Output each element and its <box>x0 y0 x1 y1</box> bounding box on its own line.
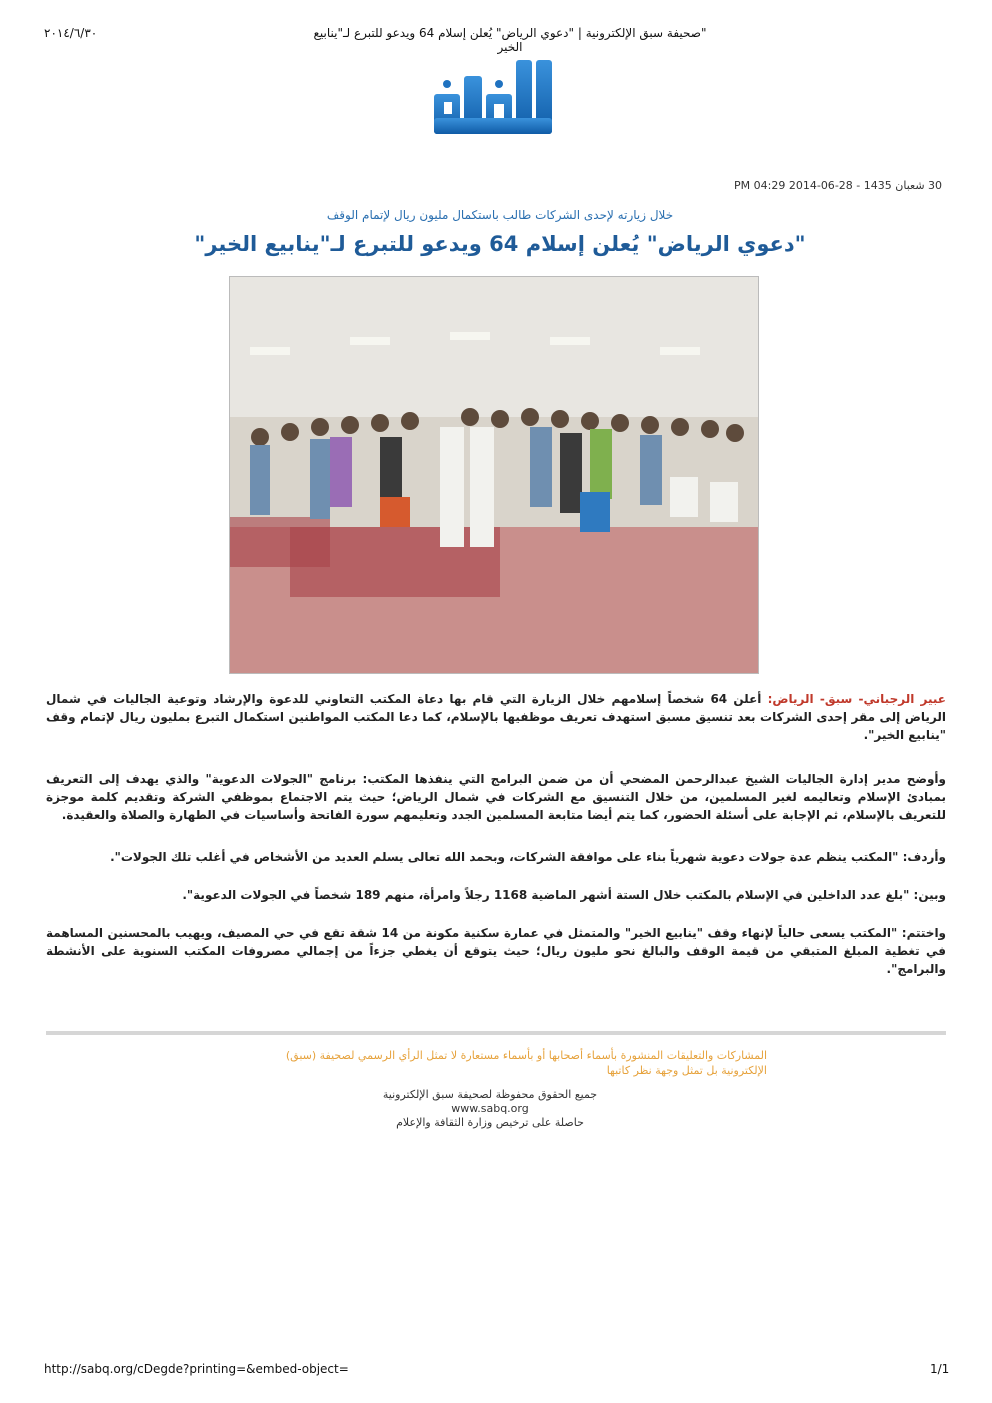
print-footer-url[interactable]: http://sabq.org/cDegde?printing=&embed-object= <box>44 1362 349 1376</box>
article-paragraph-3: وأردف: "المكتب ينظم عدة جولات دعوية شهرياً بناء على موافقة الشركات، وبحمد الله تعالى يسلم العديد من الأشخاص في أغلب تلك الجولات". <box>110 850 946 864</box>
footer-divider <box>46 1031 946 1035</box>
article-paragraph-1 <box>46 690 946 744</box>
article-photo <box>229 276 759 674</box>
article-paragraph-1-body: أعلن 64 شخصاً إسلامهم خلال الزيارة التي قام بها دعاة المكتب التعاوني للدعوة والإرشاد وتوعية الجاليات في شمال الرياض إلى مقر إحدى الشركات بعد تنسيق مسبق استهدف تعريف موظفيها بالإسلام، كما دعا المكتب المواطنين استكمال التبرع بمليون ريال لإتمام وقف "ينابيع الخير". <box>46 692 946 742</box>
article-byline: عبير الرجباني- سبق- الرياض: <box>767 692 946 706</box>
article-headline: "دعوي الرياض" يُعلن إسلام 64 ويدعو للتبرع لـ"ينابيع الخير" <box>194 232 806 256</box>
article-subtitle: خلال زيارته لإحدى الشركات طالب باستكمال مليون ريال لإتمام الوقف <box>326 208 674 222</box>
print-header-title: "صحيفة سبق الإلكترونية | "دعوي الرياض" يُعلن إسلام 64 ويدعو للتبرع لـ"ينابيع الخير <box>313 26 707 54</box>
sabq-logo[interactable] <box>432 54 560 136</box>
comments-disclaimer: المشاركات والتعليقات المنشورة بأسماء أصحابها أو بأسماء مستعارة لا تمثل الرأي الرسمي لصحيفة (سبق) الإلكترونية بل تمثل وجهة نظر كاتبها <box>285 1049 767 1077</box>
footer-site-link[interactable]: www.sabq.org <box>451 1102 529 1115</box>
print-footer-page: 1/1 <box>930 1362 950 1376</box>
article-paragraph-2: وأوضح مدير إدارة الجاليات الشيخ عبدالرحمن المضحي أن من ضمن البرامج التي ينفذها المكتب: برنامج "الجولات الدعوية" والذي يهدف إلى التعريف بمبادئ الإسلام وتعاليمه لغير المسلمين، من خلال التنسيق مع الشركات في شمال الرياض؛ حيث يتم الاجتماع بموظفي الشركة وتقديم كلمة موجزة للتعريف بالإسلام، ثم الإجابة على أسئلة الحضور، كما يتم أيضا متابعة المسلمين الجدد وتعليمهم سورة الفاتحة وأساسيات في الطهارة والصلاة والعقيدة. <box>46 772 946 822</box>
article-datestamp: 30 شعبان 1435 - 28-06-2014 04:29 PM <box>734 179 943 192</box>
article-paragraph-4: وبين: "بلغ عدد الداخلين في الإسلام بالمكتب خلال الستة أشهر الماضية 1168 رجلاً وامرأة، منهم 189 شخصاً في الجولات الدعوية". <box>182 888 946 902</box>
footer-rights: جميع الحقوق محفوظة لصحيفة سبق الإلكترونية <box>382 1088 598 1101</box>
group-photo-icon <box>230 277 758 673</box>
article-paragraph-5: واختتم: "المكتب يسعى حالياً لإنهاء وقف "ينابيع الخير" والمتمثل في عمارة سكنية مكونة من 14 شقة تقع في حي المصيف، ويهيب بالمحسنين المساهمة في تغطية المبلغ المتبقي من قيمة الوقف والبالغ نحو مليون ريال؛ حيث يتوقع أن يغطي جزءاً من إجمالي مصروفات المكتب السنوية على الأنشطة والبرامج". <box>46 926 947 976</box>
site-footer <box>300 1088 680 1130</box>
print-header-date: ٢٠١٤/٦/٣٠ <box>44 26 98 40</box>
footer-license: حاصلة على ترخيص وزارة الثقافة والإعلام <box>396 1116 584 1129</box>
